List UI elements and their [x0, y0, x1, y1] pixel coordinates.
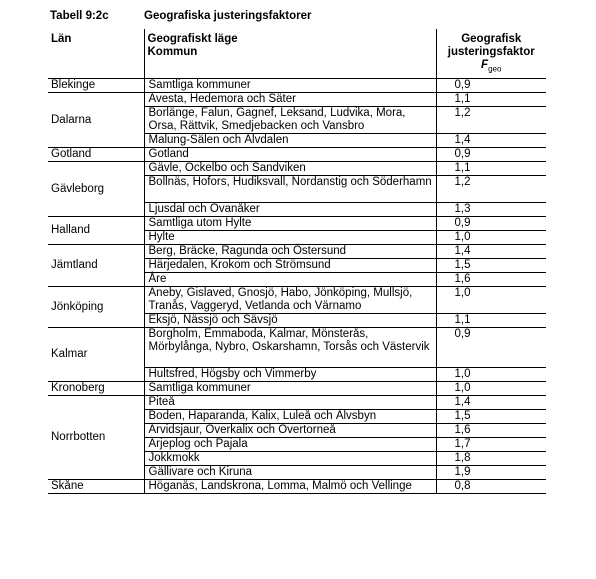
kommun-cell: Eksjö, Nässjö och Sävsjö — [144, 314, 436, 328]
kommun-cell: Samtliga utom Hylte — [144, 217, 436, 231]
lan-cell: Kalmar — [48, 328, 144, 382]
faktor-cell: 0,9 — [436, 328, 546, 368]
table-row — [48, 93, 546, 107]
kommun-cell: Hultsfred, Högsby och Vimmerby — [144, 368, 436, 382]
table-row — [48, 396, 546, 410]
lan-cell: Gävleborg — [48, 162, 144, 217]
faktor-cell: 0,9 — [436, 148, 546, 162]
column-header-lage — [144, 29, 436, 79]
faktor-cell: 1,4 — [436, 134, 546, 148]
table-row — [48, 287, 546, 314]
header-lage-line2: Kommun — [147, 46, 198, 58]
faktor-cell: 1,3 — [436, 203, 546, 217]
kommun-cell: Malung-Sälen och Älvdalen — [144, 134, 436, 148]
faktor-cell: 1,2 — [436, 107, 546, 134]
header-lan-text: Län — [51, 33, 72, 45]
kommun-cell: Bollnäs, Hofors, Hudiksvall, Nordanstig och Söderhamn — [144, 176, 436, 203]
kommun-cell: Arvidsjaur, Överkalix och Övertorneå — [144, 424, 436, 438]
table-row — [48, 480, 546, 494]
kommun-cell: Hylte — [144, 231, 436, 245]
header-faktor-line1: Geografisk — [461, 33, 522, 45]
faktor-cell: 1,6 — [436, 273, 546, 287]
lan-cell: Skåne — [48, 480, 144, 494]
kommun-cell: Gävle, Ockelbo och Sandviken — [144, 162, 436, 176]
faktor-cell: 1,1 — [436, 314, 546, 328]
lan-cell: Jämtland — [48, 245, 144, 287]
lan-cell: Dalarna — [48, 93, 144, 148]
table-row — [48, 328, 546, 368]
adjustment-factor-table — [48, 29, 546, 494]
kommun-cell: Arjeplog och Pajala — [144, 438, 436, 452]
kommun-cell: Piteå — [144, 396, 436, 410]
lan-cell: Halland — [48, 217, 144, 245]
lan-cell: Blekinge — [48, 79, 144, 93]
faktor-cell: 1,9 — [436, 466, 546, 480]
faktor-cell: 0,9 — [436, 79, 546, 93]
faktor-cell: 1,5 — [436, 259, 546, 273]
table-row — [48, 382, 546, 396]
kommun-cell: Åre — [144, 273, 436, 287]
kommun-cell: Avesta, Hedemora och Säter — [144, 93, 436, 107]
kommun-cell: Boden, Haparanda, Kalix, Luleå och Älvsbyn — [144, 410, 436, 424]
column-header-lan — [48, 29, 144, 79]
faktor-cell: 1,0 — [436, 231, 546, 245]
table-row — [48, 148, 546, 162]
faktor-cell: 0,8 — [436, 480, 546, 494]
table-row — [48, 245, 546, 259]
header-lage-line1: Geografiskt läge — [147, 33, 238, 45]
kommun-cell: Höganäs, Landskrona, Lomma, Malmö och Vellinge — [144, 480, 436, 494]
kommun-cell: Gällivare och Kiruna — [144, 466, 436, 480]
kommun-cell: Ljusdal och Ovanåker — [144, 203, 436, 217]
factor-symbol — [440, 59, 544, 75]
table-row — [48, 79, 546, 93]
table-caption — [50, 10, 312, 22]
kommun-cell: Jokkmokk — [144, 452, 436, 466]
kommun-cell: Härjedalen, Krokom och Strömsund — [144, 259, 436, 273]
factor-symbol-subscript: geo — [488, 64, 502, 74]
faktor-cell: 1,1 — [436, 93, 546, 107]
kommun-cell: Aneby, Gislaved, Gnosjö, Habo, Jönköping, Mullsjö, Tranås, Vaggeryd, Vetlanda och Värnamo — [144, 287, 436, 314]
table-row — [48, 162, 546, 176]
kommun-cell: Borgholm, Emmaboda, Kalmar, Mönsterås, Mörbylånga, Nybro, Oskarshamn, Torsås och Västervik — [144, 328, 436, 368]
kommun-cell: Borlänge, Falun, Gagnef, Leksand, Ludvika, Mora, Orsa, Rättvik, Smedjebacken och Vansbro — [144, 107, 436, 134]
faktor-cell: 1,1 — [436, 162, 546, 176]
faktor-cell: 1,4 — [436, 396, 546, 410]
faktor-cell: 1,0 — [436, 287, 546, 314]
faktor-cell: 1,8 — [436, 452, 546, 466]
lan-cell: Jönköping — [48, 287, 144, 328]
kommun-cell: Berg, Bräcke, Ragunda och Östersund — [144, 245, 436, 259]
table-body — [48, 79, 546, 494]
kommun-cell: Samtliga kommuner — [144, 79, 436, 93]
lan-cell: Norrbotten — [48, 396, 144, 480]
lan-cell: Gotland — [48, 148, 144, 162]
kommun-cell: Samtliga kommuner — [144, 382, 436, 396]
faktor-cell: 1,2 — [436, 176, 546, 203]
table-row — [48, 217, 546, 231]
lan-cell: Kronoberg — [48, 382, 144, 396]
table-title: Geografiska justeringsfaktorer — [144, 10, 312, 22]
column-header-faktor — [436, 29, 546, 79]
factor-symbol-letter: F — [481, 59, 489, 71]
faktor-cell: 1,4 — [436, 245, 546, 259]
faktor-cell: 1,0 — [436, 368, 546, 382]
kommun-cell: Gotland — [144, 148, 436, 162]
table-number: Tabell 9:2c — [50, 10, 109, 22]
header-faktor-line2: justeringsfaktor — [447, 46, 535, 58]
header-row — [48, 29, 546, 79]
faktor-cell: 0,9 — [436, 217, 546, 231]
faktor-cell: 1,7 — [436, 438, 546, 452]
faktor-cell: 1,0 — [436, 382, 546, 396]
faktor-cell: 1,6 — [436, 424, 546, 438]
faktor-cell: 1,5 — [436, 410, 546, 424]
